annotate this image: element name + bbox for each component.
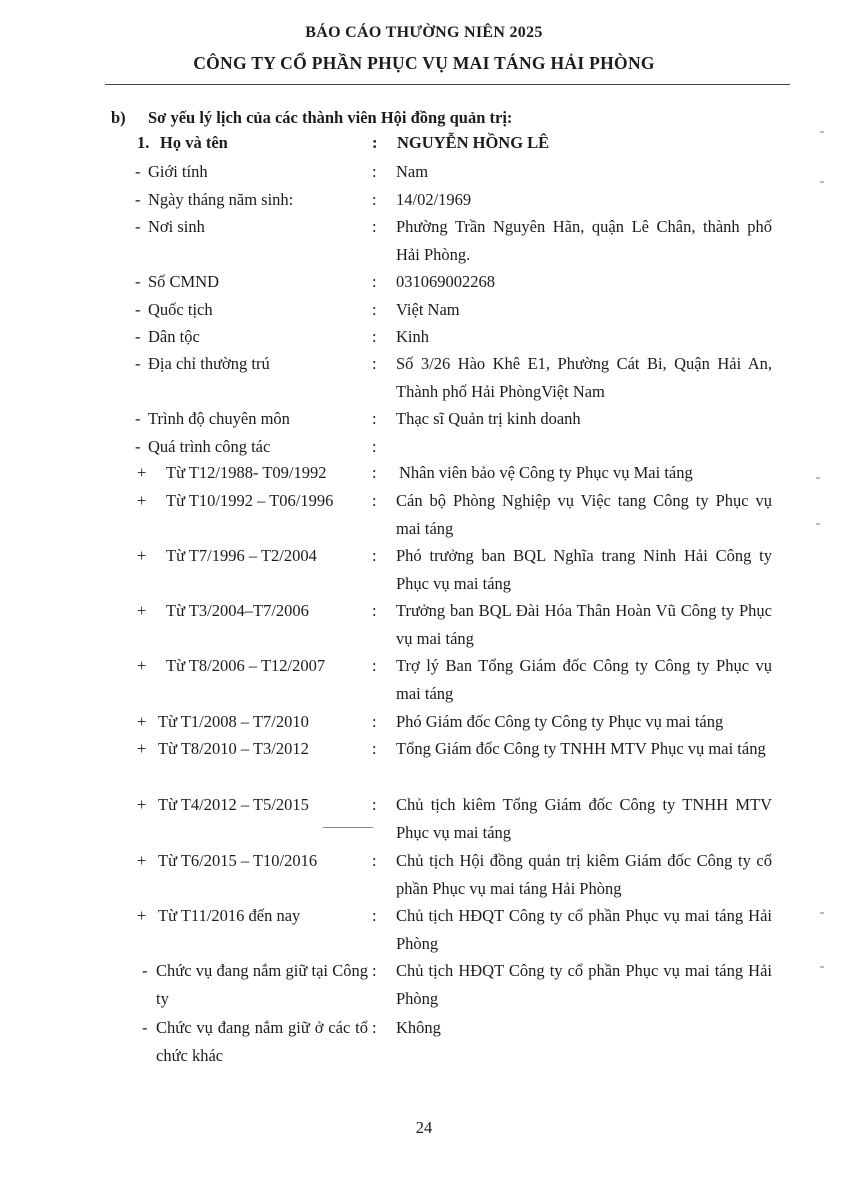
row-label: Từ T4/2012 – T5/2015 <box>158 795 309 814</box>
row-bullet: - <box>135 217 141 236</box>
row-colon: : <box>372 601 377 620</box>
row-label: Từ T7/1996 – T2/2004 <box>166 546 317 565</box>
row-colon: : <box>372 162 377 181</box>
row-bullet: - <box>135 354 141 373</box>
row-label: Dân tộc <box>148 327 200 346</box>
section-title: Sơ yếu lý lịch của các thành viên Hội đồng quản trị: <box>148 108 513 127</box>
scan-mark <box>820 181 824 183</box>
row-label: Quốc tịch <box>148 300 213 319</box>
row-colon: : <box>372 327 377 346</box>
person-name-value: NGUYỄN HỒNG LÊ <box>397 133 550 152</box>
row-label: Từ T3/2004–T7/2006 <box>166 601 309 620</box>
row-label: Từ T10/1992 – T06/1996 <box>166 491 334 510</box>
row-colon: : <box>372 409 377 428</box>
row-value: Kinh <box>396 327 429 346</box>
row-label: Từ T8/2010 – T3/2012 <box>158 739 309 758</box>
page-number: 24 <box>415 1118 433 1137</box>
row-value: Chủ tịch kiêm Tổng Giám đốc Công ty TNHH MTV Phục vụ mai táng <box>396 795 772 842</box>
row-label: Trình độ chuyên môn <box>148 409 290 428</box>
row-colon: : <box>372 906 377 925</box>
row-value: 031069002268 <box>396 272 495 291</box>
row-colon: : <box>372 463 377 482</box>
row-value: Nhân viên bảo vệ Công ty Phục vụ Mai táng <box>399 463 693 482</box>
scan-mark <box>816 477 820 479</box>
row-colon: : <box>372 217 377 236</box>
row-colon: : <box>372 491 377 510</box>
row-bullet: + <box>137 851 147 870</box>
scan-mark <box>820 912 824 914</box>
row-value: Phường Trần Nguyên Hãn, quận Lê Chân, thành phố Hải Phòng. <box>396 217 772 264</box>
row-label: Ngày tháng năm sinh: <box>148 190 294 209</box>
row-colon: : <box>372 190 377 209</box>
row-bullet: + <box>137 739 147 758</box>
row-bullet: - <box>135 409 141 428</box>
scan-mark <box>816 523 820 525</box>
row-value: Số 3/26 Hào Khê E1, Phường Cát Bi, Quận Hải An, Thành phố Hải PhòngViệt Nam <box>396 354 772 401</box>
row-colon: : <box>372 300 377 319</box>
row-bullet: + <box>137 795 147 814</box>
row-label: Chức vụ đang nắm giữ ở các tổ chức khác <box>156 1018 368 1065</box>
row-label: Từ T12/1988- T09/1992 <box>166 463 327 482</box>
section-label: b) <box>111 108 126 127</box>
row-colon: : <box>372 437 377 456</box>
row-label: Giới tính <box>148 162 208 181</box>
row-label: Số CMND <box>148 272 220 291</box>
row-colon: : <box>372 961 377 980</box>
row-bullet: - <box>142 961 148 980</box>
row-value: Chủ tịch HĐQT Công ty cổ phần Phục vụ mai táng Hải Phòng <box>396 961 772 1008</box>
row-bullet: + <box>137 546 147 565</box>
row-bullet: - <box>135 300 141 319</box>
row-value: Chủ tịch Hội đồng quản trị kiêm Giám đốc Công ty cổ phần Phục vụ mai táng Hải Phòng <box>396 851 772 898</box>
row-bullet: + <box>137 601 147 620</box>
row-label: Từ T8/2006 – T12/2007 <box>166 656 326 675</box>
person-name-label: Họ và tên <box>160 133 228 152</box>
row-bullet: - <box>135 272 141 291</box>
row-bullet: + <box>137 712 147 731</box>
row-bullet: + <box>137 656 147 675</box>
row-bullet: - <box>135 162 141 181</box>
scan-mark <box>323 827 373 828</box>
row-colon: : <box>372 795 377 814</box>
row-bullet: - <box>135 437 141 456</box>
row-colon: : <box>372 712 377 731</box>
row-colon: : <box>372 1018 377 1037</box>
row-label: Quá trình công tác <box>148 437 271 456</box>
row-colon: : <box>372 656 377 675</box>
row-value: Cán bộ Phòng Nghiệp vụ Việc tang Công ty Phục vụ mai táng <box>396 491 772 538</box>
row-value: Không <box>396 1018 441 1037</box>
company-name-header: CÔNG TY CỔ PHẦN PHỤC VỤ MAI TÁNG HẢI PHÒNG <box>193 53 655 73</box>
row-colon: : <box>372 851 377 870</box>
row-label: Chức vụ đang nắm giữ tại Công ty <box>156 961 368 1008</box>
row-label: Từ T1/2008 – T7/2010 <box>158 712 309 731</box>
row-colon: : <box>372 354 377 373</box>
row-label: Địa chỉ thường trú <box>148 354 270 373</box>
row-bullet: - <box>135 190 141 209</box>
scan-mark <box>820 131 824 133</box>
row-bullet: + <box>137 463 147 482</box>
row-bullet: + <box>137 491 147 510</box>
row-colon: : <box>372 546 377 565</box>
person-index: 1. <box>137 133 150 152</box>
row-label: Từ T6/2015 – T10/2016 <box>158 851 318 870</box>
row-value: Tổng Giám đốc Công ty TNHH MTV Phục vụ mai táng <box>396 739 766 758</box>
row-label: Nơi sinh <box>148 217 205 236</box>
row-colon: : <box>372 739 377 758</box>
row-value: Trợ lý Ban Tổng Giám đốc Công ty Công ty Phục vụ mai táng <box>396 656 772 703</box>
colon: : <box>372 133 378 152</box>
row-value: 14/02/1969 <box>396 190 472 209</box>
row-value: Phó Giám đốc Công ty Công ty Phục vụ mai táng <box>396 712 724 731</box>
row-value: Phó trưởng ban BQL Nghĩa trang Ninh Hải Công ty Phục vụ mai táng <box>396 546 772 593</box>
report-header-title: BÁO CÁO THƯỜNG NIÊN 2025 <box>305 24 543 41</box>
row-label: Từ T11/2016 đến nay <box>158 906 301 925</box>
header-divider <box>105 84 790 85</box>
row-bullet: + <box>137 906 147 925</box>
row-value: Nam <box>396 162 429 181</box>
row-bullet: - <box>142 1018 148 1037</box>
scan-mark <box>820 966 824 968</box>
row-value: Chủ tịch HĐQT Công ty cổ phần Phục vụ mai táng Hải Phòng <box>396 906 772 953</box>
row-bullet: - <box>135 327 141 346</box>
row-value: Trưởng ban BQL Đài Hóa Thân Hoàn Vũ Công ty Phục vụ mai táng <box>396 601 772 648</box>
row-value: Thạc sĩ Quản trị kinh doanh <box>396 409 581 428</box>
row-value: Việt Nam <box>396 300 460 319</box>
row-colon: : <box>372 272 377 291</box>
